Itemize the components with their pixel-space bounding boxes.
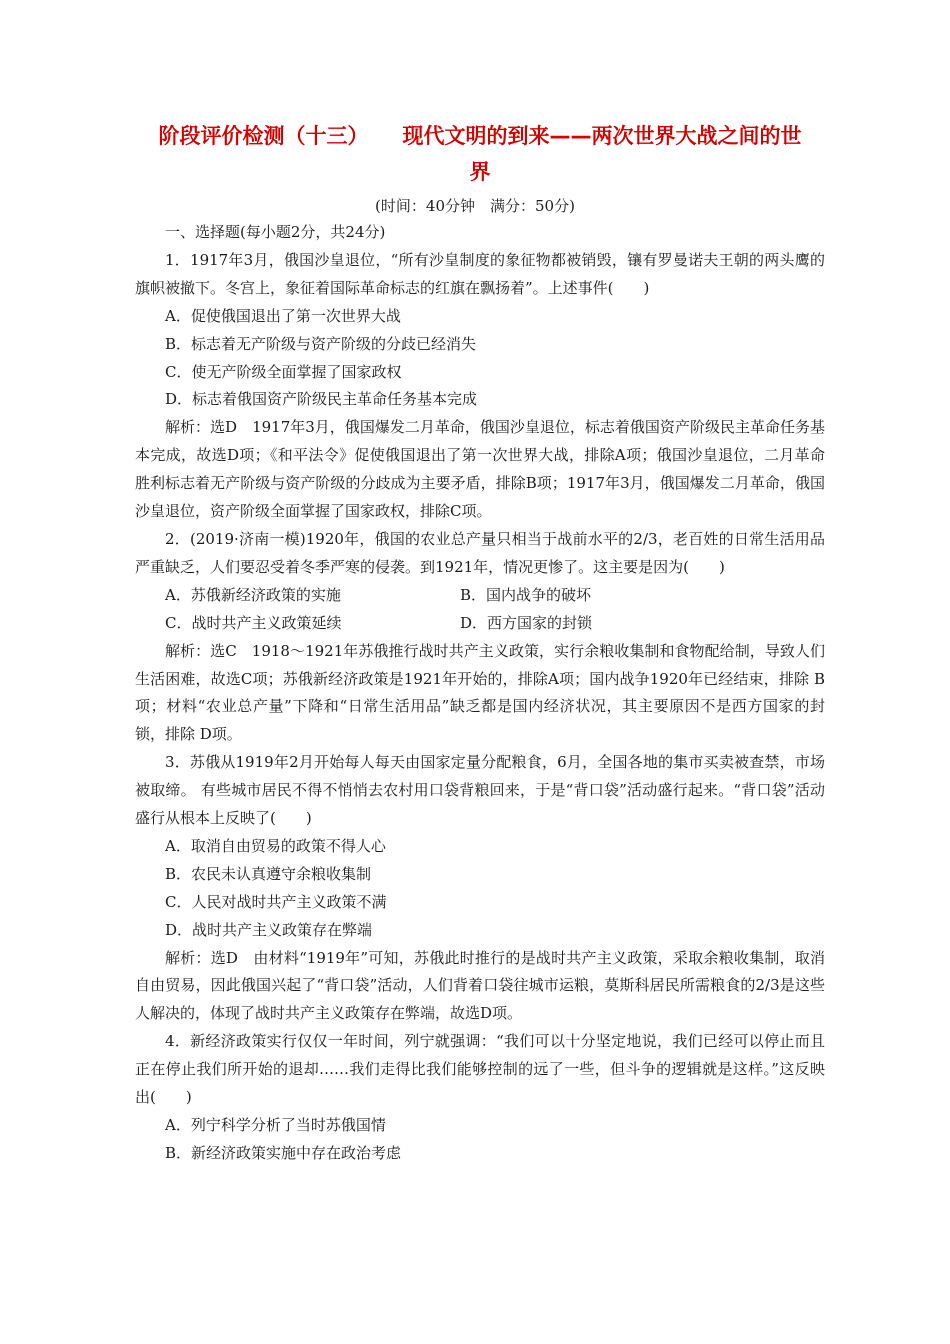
q1-option-c: C．使无产阶级全面掌握了国家政权 <box>165 362 402 381</box>
q1-stem: 1．1917年3月，俄国沙皇退位，“所有沙皇制度的象征物都被销毁，镶有罗曼诺夫王朝的两头鹰的旗帜被撤下。冬宫上，象征着国际革命标志的红旗在飘扬着”。上述事件( ) <box>135 250 825 297</box>
exam-meta: (时间：40分钟 满分：50分) <box>375 197 575 215</box>
title-line-2: 界 <box>469 160 491 184</box>
q1-option-b: B．标志着无产阶级与资产阶级的分歧已经消失 <box>165 334 477 353</box>
q2-stem: 2．(2019·济南一模)1920年，俄国的农业总产量只相当于战前水平的2/3，老百姓的日常生活用品严重缺乏，人们要忍受着冬季严寒的侵袭。到1921年，情况更惨了。这主要是因为( ) <box>135 529 825 576</box>
document-body <box>135 219 825 1168</box>
page-title <box>130 118 830 190</box>
q3-analysis: 解析：选D 由材料“1919年”可知，苏俄此时推行的是战时共产主义政策，采取余粮收集制，取消自由贸易，因此俄国兴起了“背口袋”活动，人们背着口袋往城市运粮，莫斯科居民所需粮食的2/3是这些人解决的，体现了战时共产主义政策存在弊端，故选D项。 <box>135 948 825 1023</box>
title-part-b: 现代文明的到来——两次世界大战之间的世 <box>402 124 802 148</box>
title-part-a: 阶段评价检测（十三） <box>158 124 369 148</box>
q4-stem: 4．新经济政策实行仅仅一年时间，列宁就强调：“我们可以十分坚定地说，我们已经可以停止而且正在停止我们所开始的退却……我们走得比我们能够控制的远了一些，但斗争的逻辑就是这样。”这反映出( ) <box>135 1032 825 1107</box>
q3-option-b: B．农民未认真遵守余粮收集制 <box>165 864 372 883</box>
q3-option-c: C．人民对战时共产主义政策不满 <box>165 892 387 911</box>
title-line-1 <box>130 118 830 154</box>
q2-option-c: C．战时共产主义政策延续 <box>165 613 342 632</box>
q1-analysis: 解析：选D 1917年3月，俄国爆发二月革命，俄国沙皇退位，标志着俄国资产阶级民主革命任务基本完成，故选D项；《和平法令》促使俄国退出了第一次世界大战，排除A项；俄国沙皇退位，二月革命胜利标志着无产阶级与资产阶级的分歧成为主要矛盾，排除B项；1917年3月，俄国爆发二月革命，俄国沙皇退位，资产阶级全面掌握了国家政权，排除C项。 <box>135 418 825 521</box>
q3-stem: 3．苏俄从1919年2月开始每人每天由国家定量分配粮食，6月，全国各地的集市买卖被查禁，市场被取缔。 有些城市居民不得不悄悄去农村用口袋背粮回来，于是“背口袋”活动盛行起来。“背口袋”活动盛行从根本上反映了( ) <box>135 753 825 828</box>
q4-option-a: A．列宁科学分析了当时苏俄国情 <box>165 1116 386 1134</box>
q3-option-a: A．取消自由贸易的政策不得人心 <box>165 836 386 855</box>
section-heading: 一、选择题(每小题2分，共24分) <box>165 223 386 241</box>
q3-option-d: D．战时共产主义政策存在弊端 <box>165 920 373 939</box>
q2-option-a: A．苏俄新经济政策的实施 <box>165 585 341 604</box>
q2-option-d: D．西方国家的封锁 <box>460 613 593 632</box>
q1-option-a: A．促使俄国退出了第一次世界大战 <box>165 306 401 325</box>
q1-option-d: D．标志着俄国资产阶级民主革命任务基本完成 <box>165 390 478 409</box>
q2-options-row-1 <box>135 582 825 610</box>
q4-option-b: B．新经济政策实施中存在政治考虑 <box>165 1143 402 1162</box>
q2-options-row-2 <box>135 610 825 638</box>
q2-analysis: 解析：选C 1918～1921年苏俄推行战时共产主义政策，实行余粮收集制和食物配给制，导致人们生活困难，故选C项；苏俄新经济政策是1921年开始的，排除A项；国内战争1920年已经结束，排除 B项；材料“农业总产量”下降和“日常生活用品”缺乏都是国内经济状况，其主要原因不是西方国家的封锁，排除 D项。 <box>135 641 825 744</box>
q2-option-b: B．国内战争的破坏 <box>460 585 592 604</box>
